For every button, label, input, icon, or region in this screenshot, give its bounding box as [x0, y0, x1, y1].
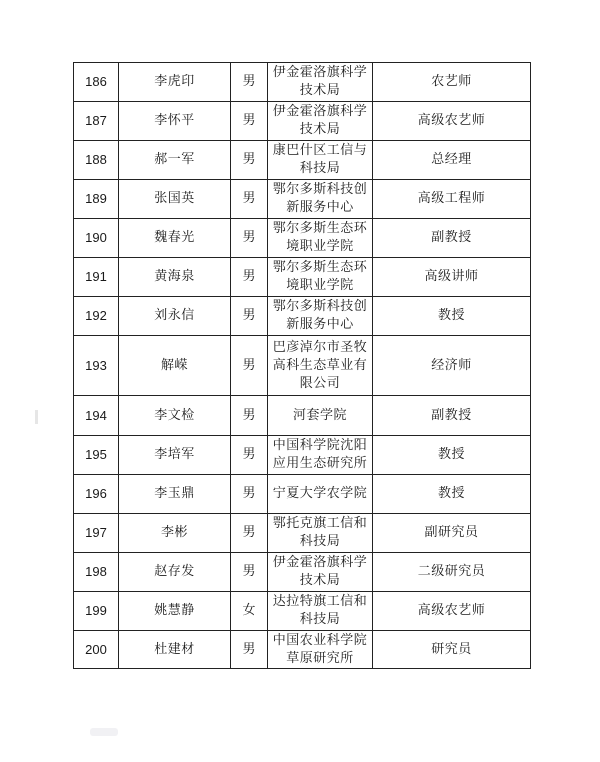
table-row — [74, 436, 531, 475]
person-sex: 男 — [231, 180, 268, 219]
person-organization: 巴彦淖尔市圣牧高科生态草业有限公司 — [268, 336, 373, 396]
row-index: 190 — [74, 219, 119, 258]
row-index: 188 — [74, 141, 119, 180]
person-name: 李玉鼎 — [119, 475, 231, 514]
person-organization: 中国农业科学院草原研究所 — [268, 631, 373, 669]
person-name: 魏春光 — [119, 219, 231, 258]
table-row — [74, 63, 531, 102]
person-name: 张国英 — [119, 180, 231, 219]
table-row — [74, 475, 531, 514]
person-sex: 男 — [231, 631, 268, 669]
row-index: 195 — [74, 436, 119, 475]
row-index: 198 — [74, 553, 119, 592]
person-sex: 男 — [231, 553, 268, 592]
expert-roster-table — [73, 62, 531, 669]
table-row — [74, 553, 531, 592]
person-title: 经济师 — [373, 336, 531, 396]
row-index: 189 — [74, 180, 119, 219]
person-title: 高级农艺师 — [373, 592, 531, 631]
person-organization: 伊金霍洛旗科学技术局 — [268, 102, 373, 141]
table-row — [74, 631, 531, 669]
person-sex: 男 — [231, 475, 268, 514]
table-row — [74, 396, 531, 436]
scan-artifact — [35, 410, 38, 424]
person-organization: 伊金霍洛旗科学技术局 — [268, 553, 373, 592]
table-row — [74, 336, 531, 396]
table-row — [74, 219, 531, 258]
row-index: 193 — [74, 336, 119, 396]
person-sex: 男 — [231, 297, 268, 336]
table-row — [74, 514, 531, 553]
person-organization: 鄂尔多斯科技创新服务中心 — [268, 180, 373, 219]
person-organization: 鄂托克旗工信和科技局 — [268, 514, 373, 553]
person-sex: 男 — [231, 336, 268, 396]
person-title: 高级工程师 — [373, 180, 531, 219]
person-name: 赵存发 — [119, 553, 231, 592]
row-index: 192 — [74, 297, 119, 336]
person-organization: 鄂尔多斯生态环境职业学院 — [268, 219, 373, 258]
person-title: 高级讲师 — [373, 258, 531, 297]
person-title: 副教授 — [373, 219, 531, 258]
scan-artifact — [90, 728, 118, 736]
person-organization: 宁夏大学农学院 — [268, 475, 373, 514]
person-organization: 康巴什区工信与科技局 — [268, 141, 373, 180]
person-title: 二级研究员 — [373, 553, 531, 592]
roster-table-body — [74, 63, 531, 669]
person-sex: 男 — [231, 63, 268, 102]
row-index: 196 — [74, 475, 119, 514]
person-organization: 伊金霍洛旗科学技术局 — [268, 63, 373, 102]
person-sex: 男 — [231, 219, 268, 258]
table-row — [74, 297, 531, 336]
person-title: 总经理 — [373, 141, 531, 180]
person-sex: 男 — [231, 141, 268, 180]
person-organization: 鄂尔多斯生态环境职业学院 — [268, 258, 373, 297]
person-title: 副教授 — [373, 396, 531, 436]
row-index: 186 — [74, 63, 119, 102]
person-title: 高级农艺师 — [373, 102, 531, 141]
person-name: 李怀平 — [119, 102, 231, 141]
person-name: 解嵘 — [119, 336, 231, 396]
row-index: 191 — [74, 258, 119, 297]
person-name: 李彬 — [119, 514, 231, 553]
person-name: 黄海泉 — [119, 258, 231, 297]
table-row — [74, 180, 531, 219]
person-name: 郝一军 — [119, 141, 231, 180]
row-index: 197 — [74, 514, 119, 553]
person-name: 杜建材 — [119, 631, 231, 669]
person-title: 农艺师 — [373, 63, 531, 102]
person-sex: 男 — [231, 102, 268, 141]
person-sex: 女 — [231, 592, 268, 631]
row-index: 187 — [74, 102, 119, 141]
row-index: 194 — [74, 396, 119, 436]
person-organization: 鄂尔多斯科技创新服务中心 — [268, 297, 373, 336]
person-name: 李虎印 — [119, 63, 231, 102]
person-sex: 男 — [231, 436, 268, 475]
row-index: 200 — [74, 631, 119, 669]
person-title: 教授 — [373, 297, 531, 336]
person-title: 教授 — [373, 436, 531, 475]
table-row — [74, 102, 531, 141]
table-row — [74, 592, 531, 631]
table-row — [74, 141, 531, 180]
person-name: 李文检 — [119, 396, 231, 436]
person-name: 李培军 — [119, 436, 231, 475]
table-row — [74, 258, 531, 297]
person-sex: 男 — [231, 396, 268, 436]
person-sex: 男 — [231, 514, 268, 553]
person-name: 姚慧静 — [119, 592, 231, 631]
person-sex: 男 — [231, 258, 268, 297]
row-index: 199 — [74, 592, 119, 631]
person-organization: 中国科学院沈阳应用生态研究所 — [268, 436, 373, 475]
person-title: 教授 — [373, 475, 531, 514]
person-name: 刘永信 — [119, 297, 231, 336]
person-title: 研究员 — [373, 631, 531, 669]
person-organization: 河套学院 — [268, 396, 373, 436]
person-title: 副研究员 — [373, 514, 531, 553]
person-organization: 达拉特旗工信和科技局 — [268, 592, 373, 631]
